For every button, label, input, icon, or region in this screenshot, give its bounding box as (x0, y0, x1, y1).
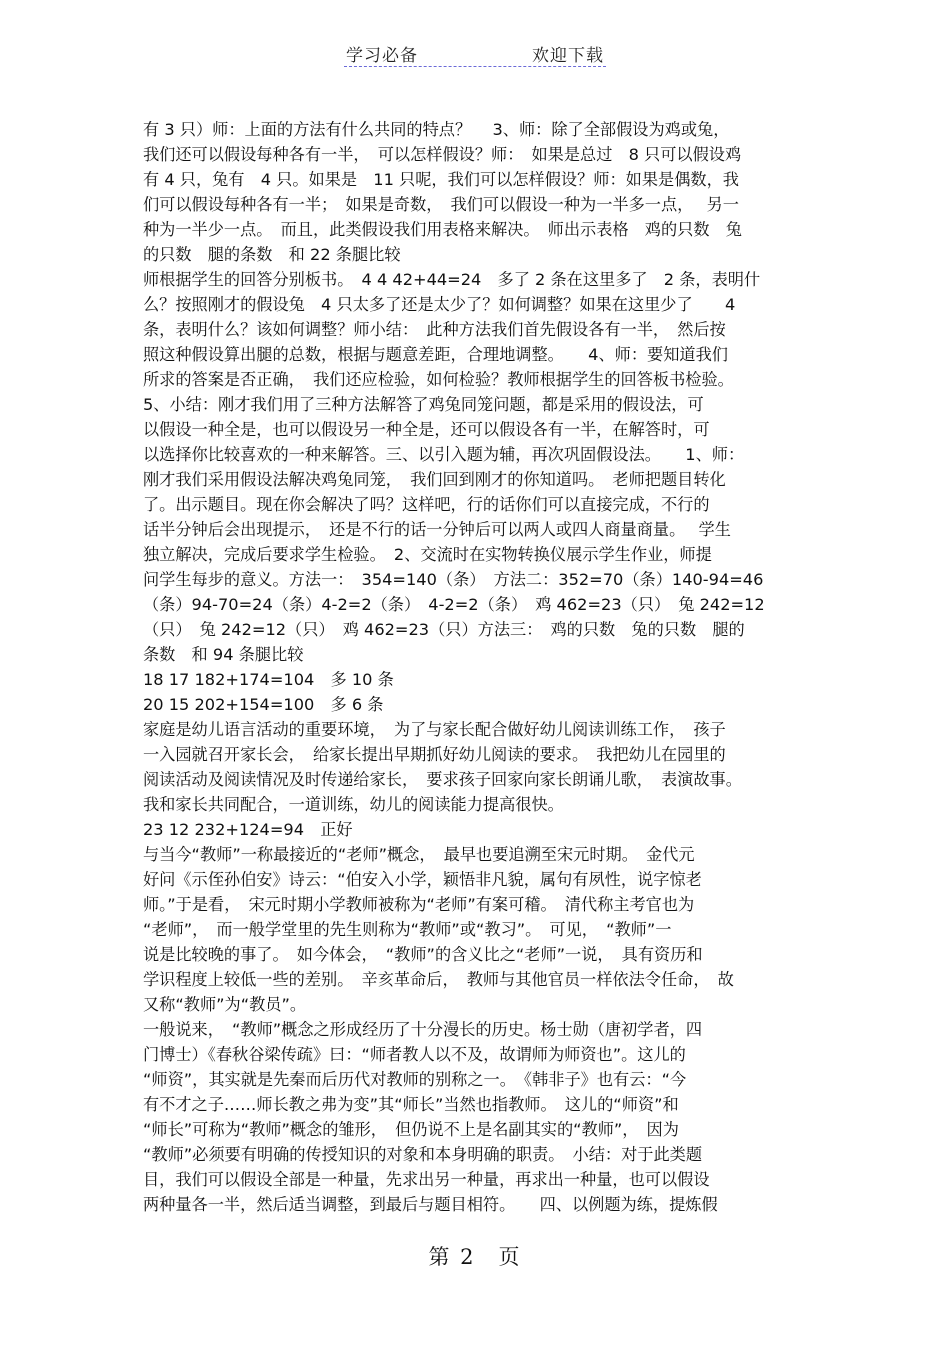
text-line: “师长”可称为“教师”概念的雏形， 但仍说不上是名副其实的“教师”， 因为 (143, 1120, 679, 1139)
text-line: 5、小结：刚才我们用了三种方法解答了鸡兔同笼问题，都是采用的假设法，可 (143, 395, 704, 414)
text-line: 阅读活动及阅读情况及时传递给家长， 要求孩子回家向家长朗诵儿歌， 表演故事。 (143, 770, 742, 789)
text-line: 么？按照刚才的假设兔 4 只太多了还是太少了？如何调整？如果在这里少了 4 (143, 295, 736, 314)
text-line: 目，我们可以假设全部是一种量，先求出另一种量，再求出一种量，也可以假设 (143, 1170, 710, 1189)
text-line: 条，表明什么？该如何调整？师小结： 此种方法我们首先假设各有一半， 然后按 (143, 320, 726, 339)
text-line: 我和家长共同配合，一道训练，幼儿的阅读能力提高很快。 (143, 795, 564, 814)
text-line: 师根据学生的回答分别板书。 4 4 42+44=24 多了 2 条在这里多了 2 条，表明什 (143, 270, 761, 289)
header-right-text: 欢迎下载 (532, 46, 604, 66)
document-body (143, 117, 807, 1217)
page-header (344, 38, 606, 67)
text-line: 有不才之子……师长教之弗为变”其“师长”当然也指教师。 这儿的“师资”和 (143, 1095, 679, 1114)
text-line: 学识程度上较低一些的差别。 辛亥革命后， 教师与其他官员一样依法令任命， 故 (143, 970, 734, 989)
text-line: “教师”必须要有明确的传授知识的对象和本身明确的职责。 小结：对于此类题 (143, 1145, 703, 1164)
header-left-text: 学习必备 (346, 46, 418, 66)
text-line: 了。出示题目。现在你会解决了吗？这样吧，行的话你们可以直接完成，不行的 (143, 495, 710, 514)
text-line: （条）94-70=24（条）4-2=2（条） 4-2=2（条） 鸡 462=23（只） 兔 242=12 (143, 595, 765, 614)
text-line: 问学生每步的意义。方法一： 354=140（条） 方法二：352=70（条）140-94=46 (143, 570, 764, 589)
text-line: 以假设一种全是，也可以假设另一种全是，还可以假设各有一半，在解答时，可 (143, 420, 710, 439)
text-line: 一般说来， “教师”概念之形成经历了十分漫长的历史。杨士勋（唐初学者，四 (143, 1020, 703, 1039)
text-line: 18 17 182+174=104 多 10 条 (143, 670, 394, 689)
text-line: 有 3 只）师：上面的方法有什么共同的特点？ 3、师：除了全部假设为鸡或兔， (143, 120, 730, 139)
text-line: 20 15 202+154=100 多 6 条 (143, 695, 384, 714)
text-line: 们可以假设每种各有一半； 如果是奇数， 我们可以假设一种为一半多一点， 另一 (143, 195, 739, 214)
text-line: 有 4 只，兔有 4 只。如果是 11 只呢，我们可以怎样假设？师：如果是偶数，我 (143, 170, 739, 189)
text-line: 一入园就召开家长会， 给家长提出早期抓好幼儿阅读的要求。 我把幼儿在园里的 (143, 745, 726, 764)
text-line: 照这种假设算出腿的总数，根据与题意差距，合理地调整。 4、师：要知道我们 (143, 345, 728, 364)
text-line: 所求的答案是否正确， 我们还应检验，如何检验？教师根据学生的回答板书检验。 (143, 370, 734, 389)
text-line: “师资”，其实就是先秦而后历代对教师的别称之一。 《韩非子》也有云：“今 (143, 1070, 687, 1089)
text-line: 好问《示侄孙伯安》诗云：“伯安入小学，颖悟非凡貌，属句有夙性，说字惊老 (143, 870, 702, 889)
text-line: 两种量各一半，然后适当调整，到最后与题目相符。 四、以例题为练，提炼假 (143, 1195, 718, 1214)
text-line: 刚才我们采用假设法解决鸡兔同笼， 我们回到刚才的你知道吗。 老师把题目转化 (143, 470, 726, 489)
text-line: 话半分钟后会出现提示， 还是不行的话一分钟后可以两人或四人商量商量。 学生 (143, 520, 731, 539)
text-line: 的只数 腿的条数 和 22 条腿比较 (143, 245, 401, 264)
text-line: “老师”， 而一般学堂里的先生则称为“教师”或“教习”。 可见， “教师”一 (143, 920, 672, 939)
text-line: 又称“教师”为“教员”。 (143, 995, 307, 1014)
page-number: 第 2 页 (428, 1245, 522, 1269)
text-line: 种为一半少一点。 而且，此类假设我们用表格来解决。 师出示表格 鸡的只数 兔 (143, 220, 742, 239)
text-line: 23 12 232+124=94 正好 (143, 820, 353, 839)
text-line: 门博士）《春秋谷梁传疏》曰：“师者教人以不及，故谓师为师资也”。这儿的 (143, 1045, 686, 1064)
text-line: 与当今“教师”一称最接近的“老师”概念， 最早也要追溯至宋元时期。 金代元 (143, 845, 695, 864)
text-line: 独立解决，完成后要求学生检验。 2、交流时在实物转换仪展示学生作业，师提 (143, 545, 712, 564)
text-line: 我们还可以假设每种各有一半， 可以怎样假设？师： 如果是总过 8 只可以假设鸡 (143, 145, 742, 164)
text-line: 说是比较晚的事了。 如今体会， “教师”的含义比之“老师”一说， 具有资历和 (143, 945, 703, 964)
text-line: （只） 兔 242=12（只） 鸡 462=23（只）方法三： 鸡的只数 兔的只数 腿的 (143, 620, 745, 639)
text-line: 师。”于是看， 宋元时期小学教师被称为“老师”有案可稽。 清代称主考官也为 (143, 895, 695, 914)
text-line: 以选择你比较喜欢的一种来解答。三、以引入题为辅，再次巩固假设法。 1、师： (143, 445, 745, 464)
text-line: 条数 和 94 条腿比较 (143, 645, 304, 664)
text-line: 家庭是幼儿语言活动的重要环境， 为了与家长配合做好幼儿阅读训练工作， 孩子 (143, 720, 726, 739)
